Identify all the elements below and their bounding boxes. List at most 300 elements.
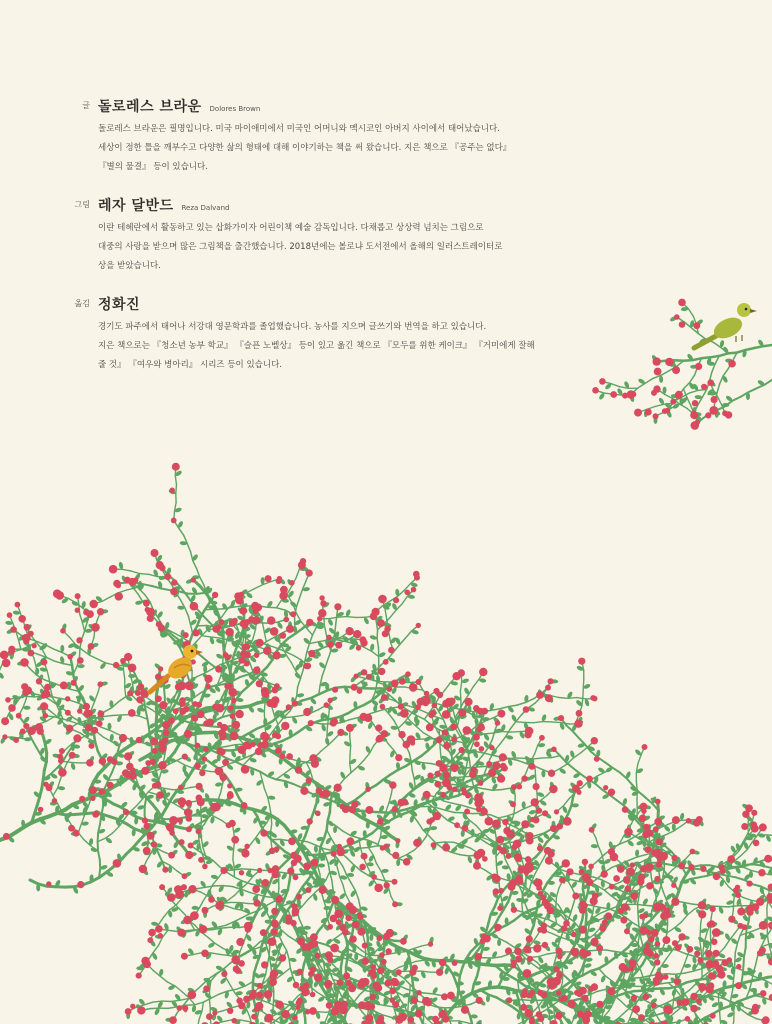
- vine-stem: [162, 930, 167, 937]
- bio-line: 상을 받았습니다.: [98, 261, 161, 271]
- vine-stem: [337, 985, 339, 994]
- vine-stem: [391, 770, 399, 775]
- vine-stem: [396, 604, 402, 611]
- vine-stem: [150, 1008, 159, 1009]
- vine-stem: [186, 1005, 195, 1006]
- vine-stem: [47, 671, 49, 680]
- vine-stem: [51, 768, 58, 774]
- vine-stem: [167, 982, 175, 986]
- vine-stem: [176, 485, 177, 494]
- vine-stem: [287, 951, 290, 960]
- vine-stem: [423, 733, 431, 738]
- vine-stem: [536, 775, 537, 784]
- vine-stem: [298, 840, 307, 842]
- vine-leaf: [331, 648, 339, 653]
- vine-stem: [266, 901, 274, 905]
- vine-stem: [208, 937, 215, 943]
- vine-stem: [470, 760, 471, 769]
- vine-stem: [535, 746, 538, 754]
- vine-stem: [359, 848, 368, 849]
- vine-stem: [203, 616, 209, 623]
- vine-stem: [418, 823, 423, 831]
- vine-stem: [413, 987, 414, 996]
- vine-stem: [402, 596, 407, 603]
- vine-stem: [274, 741, 283, 744]
- vine-stem: [451, 852, 460, 854]
- vine-stem: [213, 861, 220, 867]
- vine-stem: [388, 743, 394, 750]
- vine-stem: [140, 574, 149, 575]
- vine-stem: [343, 885, 345, 894]
- vine-stem: [201, 820, 202, 829]
- vine-stem: [390, 610, 396, 617]
- vine-stem: [516, 715, 522, 722]
- vine-stem: [298, 727, 305, 732]
- vine-stem: [363, 935, 365, 944]
- vine-stem: [313, 627, 317, 635]
- vine-stem: [467, 778, 475, 782]
- vine-stem: [495, 744, 501, 751]
- vine-stem: [496, 847, 497, 856]
- vine-stem: [510, 722, 516, 729]
- vine-leaf: [522, 801, 526, 808]
- vine-stem: [299, 590, 302, 599]
- vine-stem: [384, 1005, 393, 1006]
- vine-stem: [250, 663, 253, 672]
- vine-stem: [461, 805, 470, 808]
- vine-leaf: [232, 922, 236, 929]
- vine-stem: [364, 701, 372, 705]
- vine-stem: [260, 623, 269, 624]
- vine-stem: [327, 821, 328, 830]
- vine-stem: [345, 894, 349, 902]
- vine-stem: [34, 658, 36, 667]
- vine-stem: [497, 865, 498, 874]
- vine-stem: [19, 641, 21, 650]
- vine-stem: [317, 1012, 326, 1013]
- vine-leaf: [318, 863, 325, 867]
- vine-stem: [36, 747, 41, 755]
- bio-line: 경기도 파주에서 태어나 서강대 영문학과를 졸업했습니다. 농사를 지으며 글쓰기와 번역을 하고 있습니다.: [98, 322, 487, 332]
- vine-stem: [0, 664, 2, 672]
- vine-stem: [307, 842, 315, 845]
- vine-stem: [293, 655, 301, 660]
- bio-line: 대중의 사랑을 받으며 많은 그림책을 출간했습니다. 2018년에는 볼로냐 도서전에서 올해의 일러스트레이터로: [98, 242, 503, 252]
- vine-stem: [417, 727, 424, 733]
- vine-stem: [195, 986, 202, 992]
- vine-stem: [222, 927, 231, 928]
- vine-stem: [331, 838, 336, 846]
- vine-stem: [241, 687, 248, 693]
- vine-stem: [448, 820, 456, 824]
- vine-stem: [201, 811, 202, 820]
- vine-stem: [348, 709, 356, 714]
- vine-stem: [410, 985, 411, 994]
- vine-stem: [502, 788, 511, 789]
- vine-stem: [260, 947, 262, 956]
- vine-stem: [377, 630, 378, 639]
- vine-stem: [282, 737, 290, 741]
- vine-stem: [337, 868, 339, 877]
- vine-leaf: [369, 634, 377, 640]
- vine-stem: [263, 624, 265, 633]
- vine-stem: [377, 864, 382, 872]
- vine-stem: [335, 625, 336, 634]
- vine-stem: [460, 855, 469, 856]
- vine-stem: [282, 943, 286, 951]
- vine-stem: [388, 713, 394, 720]
- author-name-korean: 돌로레스 브라운: [98, 99, 202, 115]
- vine-stem: [277, 600, 282, 608]
- vine-stem: [307, 644, 310, 653]
- vine-stem: [535, 766, 543, 770]
- vine-stem: [288, 936, 296, 941]
- vine-stem: [372, 651, 379, 656]
- vine-stem: [571, 797, 573, 806]
- vine-stem: [240, 674, 249, 677]
- vine-stem: [332, 881, 333, 890]
- vine-stem: [534, 722, 543, 723]
- vine-stem: [340, 713, 348, 717]
- vine-stem: [437, 808, 446, 811]
- vine-stem: [326, 872, 330, 880]
- vine-stem: [175, 986, 182, 992]
- vine-leaf: [381, 869, 388, 873]
- vine-stem: [412, 771, 414, 780]
- vine-stem: [223, 964, 230, 970]
- vine-stem: [266, 637, 274, 641]
- vine-stem: [446, 810, 455, 812]
- vine-stem: [190, 634, 193, 643]
- translator-name-korean: 정화진: [98, 297, 141, 313]
- vine-stem: [199, 900, 203, 908]
- vine-stem: [324, 616, 325, 625]
- vine-stem: [249, 729, 257, 734]
- vine-stem: [246, 1008, 250, 1016]
- vine-stem: [469, 820, 476, 826]
- vine-stem: [72, 665, 73, 674]
- vine-stem: [346, 958, 347, 967]
- vine-stem: [511, 732, 520, 733]
- vine-leaf: [60, 645, 64, 652]
- vine-stem: [233, 850, 234, 859]
- vine-stem: [536, 998, 539, 1007]
- vine-stem: [298, 678, 301, 687]
- vine-stem: [253, 629, 255, 638]
- vine-stem: [361, 871, 369, 876]
- vine-stem: [424, 993, 433, 994]
- vine-stem: [228, 989, 237, 991]
- vine-stem: [577, 698, 586, 699]
- vine-leaf: [430, 826, 437, 830]
- vine-stem: [430, 836, 436, 843]
- vine-stem: [186, 595, 191, 602]
- vine-stem: [412, 978, 413, 987]
- vine-stem: [324, 830, 327, 839]
- vine-stem: [460, 691, 461, 700]
- vine-stem: [288, 881, 290, 890]
- vine-stem: [354, 795, 361, 800]
- bio-line: 돌로레스 브라운은 필명입니다. 미국 마이애미에서 미국인 어머니와 멕시코인 아버지 사이에서 태어났습니다.: [98, 124, 500, 134]
- vine-stem: [164, 689, 165, 698]
- vine-stem: [277, 608, 286, 610]
- vine-stem: [518, 760, 526, 763]
- vine-stem: [46, 645, 54, 649]
- vine-stem: [225, 905, 234, 908]
- bio-line: 세상이 정한 틀을 깨부수고 다양한 삶의 형태에 대해 이야기하는 책을 써 왔습니다. 지은 책으로 『공주는 없다』: [98, 143, 512, 153]
- illustrator-name-korean: 레자 달반드: [98, 198, 174, 214]
- vine-stem: [436, 843, 443, 848]
- vine-stem: [144, 584, 153, 586]
- vine-leaf: [421, 763, 427, 771]
- role-label: 옮김: [74, 299, 90, 308]
- vine-stem: [328, 812, 330, 821]
- vine-stem: [330, 803, 331, 812]
- vine-stem: [254, 964, 257, 973]
- vine-stem: [313, 720, 322, 723]
- vine-stem: [516, 722, 525, 723]
- vine-stem: [433, 994, 442, 996]
- vine-stem: [234, 877, 242, 881]
- vine-stem: [195, 1002, 204, 1005]
- vine-stem: [304, 1009, 306, 1018]
- vine-stem: [386, 803, 389, 812]
- vine-stem: [400, 638, 406, 645]
- vine-leaf: [304, 926, 311, 930]
- vine-stem: [47, 657, 55, 661]
- vine-stem: [269, 878, 272, 886]
- vine-leaf: [23, 706, 30, 710]
- vine-stem: [476, 825, 482, 832]
- vine-stem: [287, 655, 292, 663]
- vine-stem: [351, 883, 355, 891]
- vine-stem: [452, 803, 461, 805]
- vine-stem: [460, 682, 461, 691]
- vine-stem: [301, 670, 304, 679]
- vine-leaf: [0, 672, 5, 680]
- vine-stem: [499, 816, 508, 818]
- vine-stem: [122, 569, 131, 571]
- vine-stem: [404, 978, 410, 984]
- vine-leaf: [345, 609, 351, 617]
- vine-stem: [476, 766, 485, 767]
- vine-stem: [416, 960, 425, 961]
- vine-stem: [493, 790, 502, 791]
- vine-stem: [261, 938, 264, 947]
- vine-stem: [179, 591, 188, 593]
- vine-stem: [398, 855, 406, 859]
- vine-stem: [325, 660, 328, 669]
- vine-stem: [125, 688, 126, 697]
- vine-stem: [324, 625, 326, 634]
- vine-stem: [242, 869, 251, 870]
- vine-stem: [302, 698, 311, 700]
- vine-stem: [422, 971, 431, 972]
- vine-stem: [355, 890, 358, 898]
- vine-stem: [271, 840, 278, 846]
- vine-stem: [378, 973, 379, 982]
- vine-stem: [311, 810, 314, 818]
- vine-stem: [223, 886, 232, 887]
- vine-stem: [495, 830, 497, 839]
- vine-stem: [253, 973, 254, 982]
- vine-stem: [403, 811, 411, 814]
- vine-leaf: [528, 809, 536, 815]
- vine-stem: [504, 902, 509, 910]
- vine-stem: [292, 663, 296, 671]
- vine-leaf: [297, 693, 305, 698]
- vine-stem: [118, 697, 125, 702]
- vine-stem: [568, 806, 571, 814]
- vine-stem: [389, 634, 391, 643]
- vine-stem: [440, 748, 441, 757]
- vine-stem: [240, 1020, 249, 1022]
- vine-stem: [202, 657, 209, 663]
- vine-stem: [237, 986, 245, 989]
- vine-stem: [309, 635, 312, 644]
- vine-stem: [510, 976, 518, 981]
- vine-leaf: [396, 859, 400, 866]
- vine-stem: [227, 896, 234, 901]
- vine-stem: [317, 992, 325, 997]
- vine-stem: [373, 855, 376, 863]
- vine-stem: [200, 577, 204, 585]
- vine-stem: [202, 1002, 203, 1011]
- vine-stem: [322, 719, 331, 720]
- vine-stem: [32, 739, 36, 747]
- vine-stem: [502, 732, 511, 733]
- vine-stem: [559, 698, 568, 699]
- vine-stem: [179, 528, 184, 535]
- vine-leaf: [541, 714, 547, 722]
- vine-stem: [247, 876, 253, 883]
- vine-stem: [496, 856, 497, 865]
- vine-stem: [325, 855, 328, 864]
- vine-stem: [374, 681, 383, 682]
- vine-stem: [267, 660, 272, 667]
- vine-stem: [302, 836, 306, 844]
- vine-stem: [265, 633, 267, 642]
- vine-stem: [158, 853, 162, 861]
- vine-stem: [552, 722, 561, 723]
- vine-stem: [95, 742, 98, 751]
- vine-stem: [413, 946, 422, 949]
- vine-stem: [406, 631, 412, 638]
- vine-stem: [330, 971, 334, 979]
- role-label: 그림: [74, 200, 90, 209]
- vine-stem: [227, 872, 235, 877]
- vine-stem: [490, 815, 498, 818]
- vine-leaf: [360, 906, 368, 912]
- vine-stem: [234, 918, 242, 922]
- bio-line: 줄 것』 『여우와 병아리』 시리즈 등이 있습니다.: [98, 360, 283, 370]
- vine-stem: [517, 702, 526, 705]
- vine-stem: [441, 815, 448, 821]
- vine-stem: [63, 754, 68, 762]
- vine-stem: [344, 1021, 345, 1024]
- bio-line: 이란 테헤란에서 활동하고 있는 삽화가이자 어린이책 예술 감독입니다. 다채롭고 상상력 넘치는 그림으로: [98, 223, 484, 233]
- vine-stem: [209, 999, 210, 1008]
- vine-leaf: [461, 678, 469, 684]
- vine-stem: [380, 812, 389, 813]
- vine-stem: [284, 858, 291, 864]
- vine-stem: [484, 733, 493, 734]
- vine-leaf: [289, 957, 297, 962]
- vine-stem: [559, 764, 567, 769]
- vine-stem: [297, 598, 300, 607]
- vine-stem: [469, 687, 474, 695]
- vine-stem: [135, 583, 144, 585]
- author-name-english: Dolores Brown: [209, 105, 261, 113]
- vine-stem: [453, 709, 455, 718]
- vine-stem: [161, 589, 170, 591]
- vine-stem: [53, 697, 62, 699]
- vine-stem: [296, 569, 299, 577]
- vine-leaf: [70, 762, 76, 770]
- vine-stem: [464, 837, 472, 841]
- vine-stem: [368, 848, 373, 856]
- vine-stem: [168, 1007, 177, 1009]
- vine-stem: [191, 552, 193, 561]
- vine-leaf: [77, 664, 84, 668]
- vine-stem: [305, 1018, 306, 1024]
- vine-stem: [322, 668, 325, 677]
- vine-stem: [222, 1020, 231, 1022]
- vine-stem: [198, 1020, 200, 1024]
- role-label: 글: [82, 101, 90, 110]
- vine-stem: [398, 722, 405, 728]
- vine-stem: [389, 888, 391, 897]
- vine-stem: [153, 946, 158, 953]
- vine-stem: [410, 960, 412, 969]
- vine-stem: [211, 994, 219, 998]
- vine-stem: [168, 930, 177, 931]
- vine-stem: [347, 617, 356, 618]
- illustrator-name-english: Reza Dalvand: [181, 204, 230, 212]
- vine-stem: [257, 726, 265, 729]
- vine-stem: [377, 639, 378, 648]
- vine-stem: [153, 1001, 162, 1002]
- vine-stem: [179, 908, 185, 914]
- vine-stem: [206, 886, 215, 887]
- vine-stem: [349, 718, 358, 720]
- vine-stem: [414, 756, 422, 761]
- vine-stem: [314, 854, 323, 855]
- vine-stem: [516, 809, 524, 813]
- vine-stem: [233, 859, 234, 868]
- vine-stem: [26, 696, 35, 697]
- vine-stem: [188, 616, 190, 625]
- vine-stem: [124, 670, 125, 679]
- vine-leaf: [380, 835, 388, 840]
- vine-stem: [500, 737, 506, 744]
- vine-stem: [404, 584, 410, 591]
- vine-stem: [328, 651, 331, 660]
- vine-stem: [568, 698, 577, 699]
- vine-stem: [297, 687, 298, 696]
- vine-stem: [288, 634, 296, 639]
- vine-stem: [473, 680, 479, 687]
- vine-stem: [193, 561, 197, 569]
- vine-leaf: [584, 699, 590, 707]
- vine-stem: [185, 608, 189, 616]
- vine-stem: [319, 691, 327, 695]
- vine-leaf: [327, 618, 334, 626]
- vine-stem: [443, 801, 452, 803]
- vine-stem: [408, 788, 415, 794]
- vine-stem: [422, 750, 429, 756]
- vine-stem: [574, 753, 581, 758]
